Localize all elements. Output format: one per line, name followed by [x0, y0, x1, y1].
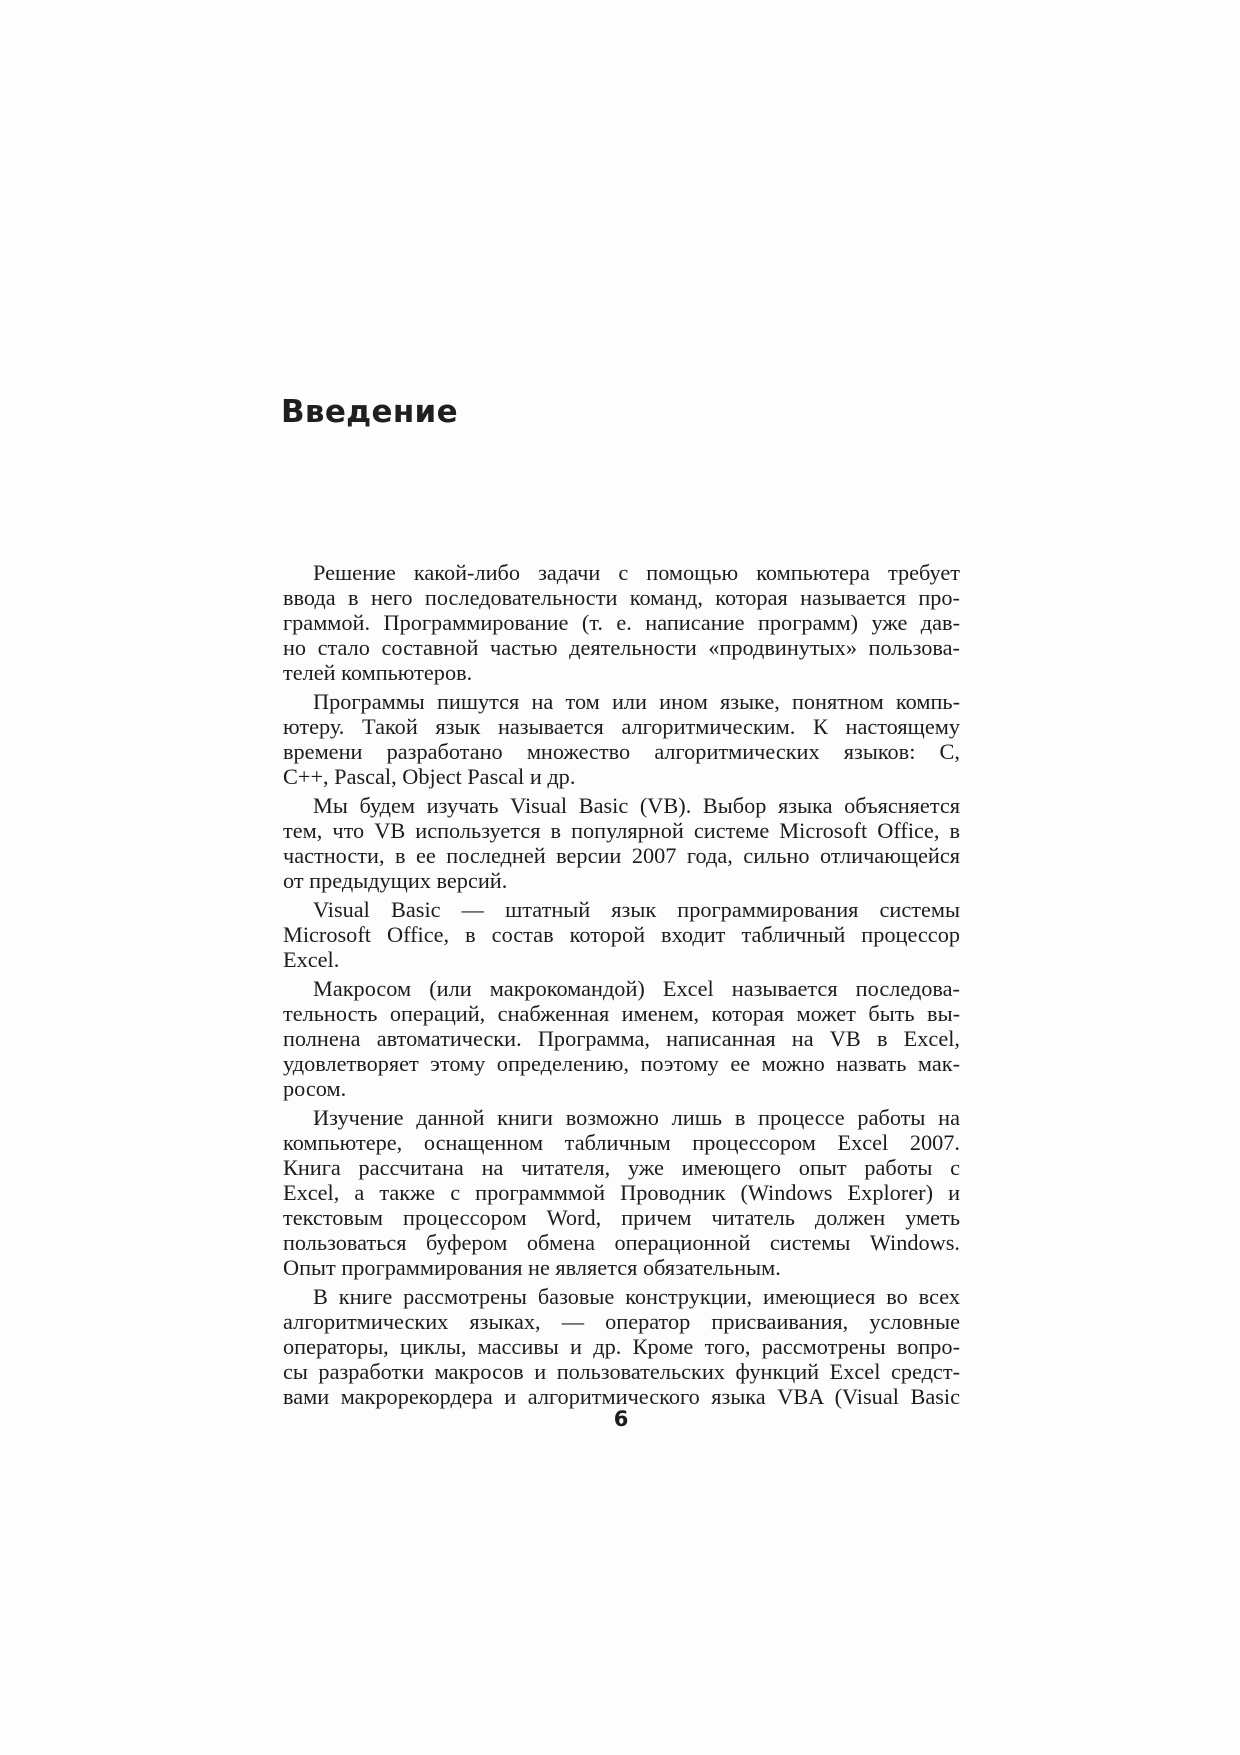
text-line: алгоритмических языках, — оператор присваивания, условные [283, 1309, 960, 1334]
paragraph [283, 976, 960, 1101]
text-line: Опыт программирования не является обязательным. [283, 1255, 781, 1280]
text-line: но стало составной частью деятельности «продвинутых» пользова- [283, 635, 960, 660]
paragraph [283, 897, 960, 972]
paragraph [283, 689, 960, 789]
text-line: Excel. [283, 947, 340, 972]
text-line: телей компьютеров. [283, 660, 473, 685]
text-line: пользоваться буфером обмена операционной системы Windows. [283, 1230, 960, 1255]
paragraph [283, 793, 960, 893]
text-line: Microsoft Office, в состав которой входит табличный процессор [283, 922, 960, 947]
text-line: частности, в ее последней версии 2007 года, сильно отличающейся [283, 843, 960, 868]
text-line: Книга рассчитана на читателя, уже имеющего опыт работы с [283, 1155, 960, 1180]
text-line: Visual Basic — штатный язык программирования системы [313, 897, 960, 922]
text-line: Решение какой-либо задачи с помощью компьютера требует [313, 560, 960, 585]
paragraph [283, 1284, 960, 1409]
text-line: тельность операций, снабженная именем, которая может быть вы- [283, 1001, 960, 1026]
paragraph [283, 560, 960, 685]
text-line: сы разработки макросов и пользовательских функций Excel средст- [283, 1359, 960, 1384]
body-text [283, 560, 960, 1409]
text-line: Программы пишутся на том или ином языке, понятном компь- [313, 689, 960, 714]
text-line: удовлетворяет этому определению, поэтому ее можно назвать мак- [283, 1051, 960, 1076]
text-line: компьютере, оснащенном табличным процессором Excel 2007. [283, 1130, 960, 1155]
text-line: полнена автоматически. Программа, написанная на VB в Excel, [283, 1026, 960, 1051]
paragraph [283, 1105, 960, 1280]
text-line: текстовым процессором Word, причем читатель должен уметь [283, 1205, 960, 1230]
text-line: ютеру. Такой язык называется алгоритмическим. К настоящему [283, 714, 960, 739]
text-line: вами макрорекордера и алгоритмического языка VBA (Visual Basic [283, 1384, 960, 1409]
text-line: времени разработано множество алгоритмических языков: С, [283, 739, 960, 764]
text-line: тем, что VB используется в популярной системе Microsoft Office, в [283, 818, 960, 843]
chapter-title: Введение [281, 394, 458, 430]
text-line: С++, Pascal, Object Pascal и др. [283, 764, 576, 789]
text-line: ввода в него последовательности команд, которая называется про- [283, 585, 960, 610]
text-line: граммой. Программирование (т. е. написание программ) уже дав- [283, 610, 960, 635]
text-line: Изучение данной книги возможно лишь в процессе работы на [313, 1105, 960, 1130]
text-line: операторы, циклы, массивы и др. Кроме того, рассмотрены вопро- [283, 1334, 960, 1359]
text-line: от предыдущих версий. [283, 868, 508, 893]
text-line: Макросом (или макрокомандой) Excel называется последова- [313, 976, 960, 1001]
text-line: росом. [283, 1076, 347, 1101]
page-number: 6 [613, 1407, 629, 1431]
text-line: Excel, а также с программмой Проводник (Windows Explorer) и [283, 1180, 960, 1205]
text-line: В книге рассмотрены базовые конструкции, имеющиеся во всех [313, 1284, 960, 1309]
text-line: Мы будем изучать Visual Basic (VB). Выбор языка объясняется [313, 793, 960, 818]
